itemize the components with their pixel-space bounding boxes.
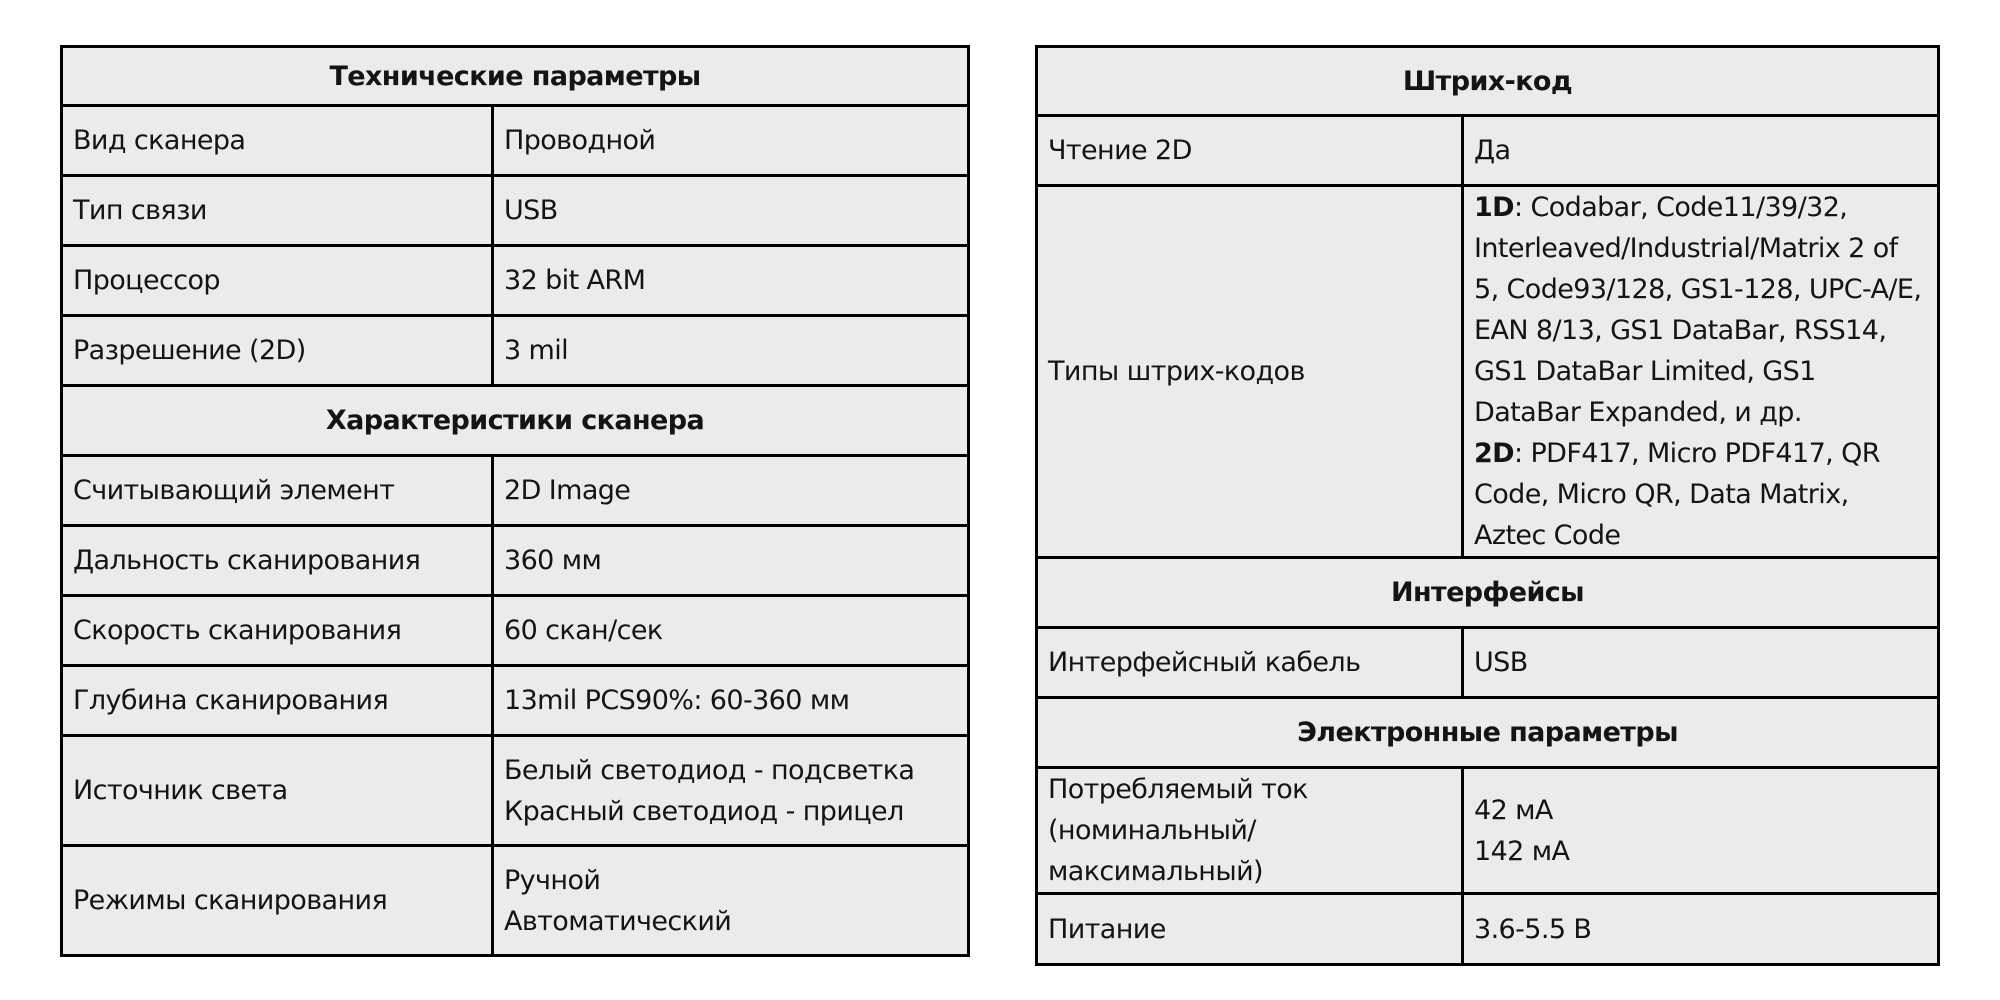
section-header-row [62,47,969,106]
row-value: 2D Image [493,456,969,526]
table-row [1037,116,1939,186]
row-label: Дальность сканирования [62,526,493,596]
barcodes-2d-list: : PDF417, Micro PDF417, QR Code, Micro QR, Data Matrix, Aztec Code [1474,438,1880,551]
row-label: Чтение 2D [1037,116,1463,186]
table-row [62,596,969,666]
section-title: Характеристики сканера [62,386,969,456]
barcodes-1d [1474,187,1927,433]
barcodes-1d-prefix: 1D [1474,192,1514,223]
row-value [493,736,969,846]
row-label: Режимы сканирования [62,846,493,956]
section-header-row [62,386,969,456]
row-value: 3.6-5.5 В [1463,894,1939,965]
value-line: Красный светодиод - прицел [504,795,904,827]
barcodes-1d-list: : Codabar, Code11/39/32, Interleaved/Industrial/Matrix 2 of 5, Code93/128, GS1-128, UPC-A/E, EAN 8/13, GS1 DataBar, RSS14, GS1 DataBar Limited, GS1 DataBar Expanded, и др. [1474,192,1922,428]
row-value [1463,768,1939,894]
row-value: 360 мм [493,526,969,596]
row-label: Считывающий элемент [62,456,493,526]
row-value: Проводной [493,106,969,176]
row-label: Скорость сканирования [62,596,493,666]
row-value: 13mil PCS90%: 60-360 мм [493,666,969,736]
row-value: 60 скан/сек [493,596,969,666]
row-value: 3 mil [493,316,969,386]
row-label: Потребляемый ток (номинальный/ максимальный) [1037,768,1463,894]
row-label: Вид сканера [62,106,493,176]
row-label: Интерфейсный кабель [1037,628,1463,698]
row-label: Источник света [62,736,493,846]
section-title: Штрих-код [1037,47,1939,116]
technical-specs-table [60,45,970,957]
table-row [62,176,969,246]
section-header-row [1037,47,1939,116]
row-label: Питание [1037,894,1463,965]
table-row [62,736,969,846]
section-header-row [1037,558,1939,628]
table-row [62,846,969,956]
value-line: 42 мА [1474,794,1553,826]
barcodes-2d-prefix: 2D [1474,438,1514,469]
row-label: Процессор [62,246,493,316]
barcode-types-value [1463,186,1939,558]
value-line: 142 мА [1474,835,1570,867]
table-row [62,316,969,386]
row-value: Да [1463,116,1939,186]
barcode-interface-specs-table [1035,45,1940,966]
row-value: 32 bit ARM [493,246,969,316]
table-row [62,526,969,596]
row-label: Тип связи [62,176,493,246]
value-line: Ручной [504,864,601,896]
row-value [493,846,969,956]
value-line: Белый светодиод - подсветка [504,754,915,786]
row-value: USB [493,176,969,246]
section-title: Технические параметры [62,47,969,106]
section-header-row [1037,698,1939,768]
section-title: Электронные параметры [1037,698,1939,768]
section-title: Интерфейсы [1037,558,1939,628]
table-row [1037,186,1939,558]
table-row [1037,768,1939,894]
table-row [62,106,969,176]
value-line: Автоматический [504,905,732,937]
table-row [62,666,969,736]
barcodes-2d [1474,433,1927,556]
table-row [62,456,969,526]
row-label: Глубина сканирования [62,666,493,736]
row-label: Разрешение (2D) [62,316,493,386]
table-row [1037,894,1939,965]
row-label: Типы штрих-кодов [1037,186,1463,558]
table-row [1037,628,1939,698]
table-row [62,246,969,316]
row-value: USB [1463,628,1939,698]
